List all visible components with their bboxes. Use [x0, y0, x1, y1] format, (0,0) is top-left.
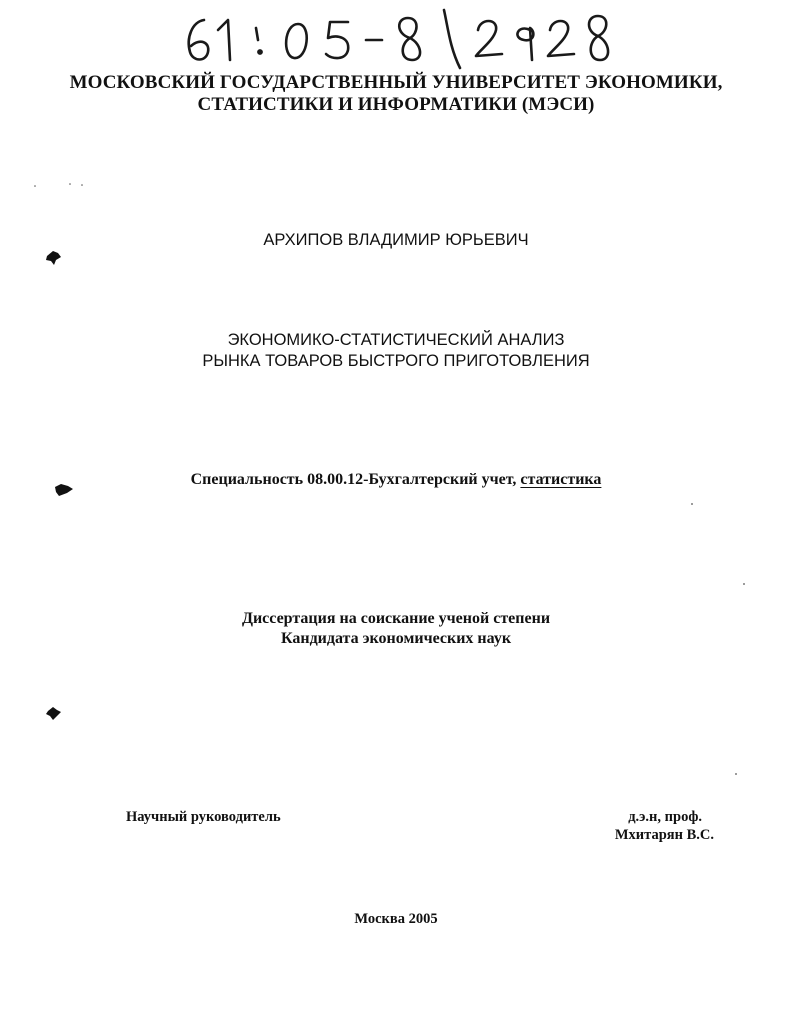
dissertation-title-line1: ЭКОНОМИКО-СТАТИСТИЧЕСКИЙ АНАЛИЗ — [227, 331, 565, 349]
handwritten-archive-code — [178, 8, 618, 70]
scan-speck — [30, 180, 90, 190]
supervisor-credentials: д.э.н, проф. — [628, 809, 702, 825]
specialty-underlined: статистика — [520, 471, 602, 488]
specialty-line — [0, 470, 792, 490]
scan-artifact-mark — [53, 482, 75, 498]
university-name-line1: МОСКОВСКИЙ ГОСУДАРСТВЕННЫЙ УНИВЕРСИТЕТ ЭКОНОМИКИ, — [69, 72, 723, 93]
supervisor-info — [615, 808, 714, 844]
degree-statement — [0, 609, 792, 649]
author-name: АРХИПОВ ВЛАДИМИР ЮРЬЕВИЧ — [263, 231, 529, 249]
scan-speck — [690, 500, 750, 590]
degree-line1: Диссертация на соискание ученой степени — [241, 610, 551, 627]
university-name-line2: СТАТИСТИКИ И ИНФОРМАТИКИ (МЭСИ) — [197, 94, 595, 115]
scan-artifact-mark — [44, 704, 64, 724]
dissertation-title — [0, 330, 792, 372]
scan-artifact-mark — [44, 248, 64, 268]
university-name — [0, 72, 792, 116]
degree-line2: Кандидата экономических наук — [280, 630, 512, 647]
supervisor-label: Научный руководитель — [126, 809, 281, 825]
supervisor-name: Мхитарян В.С. — [614, 827, 714, 843]
city-year: Москва 2005 — [354, 911, 438, 927]
dissertation-title-line2: РЫНКА ТОВАРОВ БЫСТРОГО ПРИГОТОВЛЕНИЯ — [202, 352, 590, 370]
specialty-prefix: Специальность 08.00.12-Бухгалтерский учет, — [190, 471, 521, 488]
scan-speck — [730, 770, 750, 780]
